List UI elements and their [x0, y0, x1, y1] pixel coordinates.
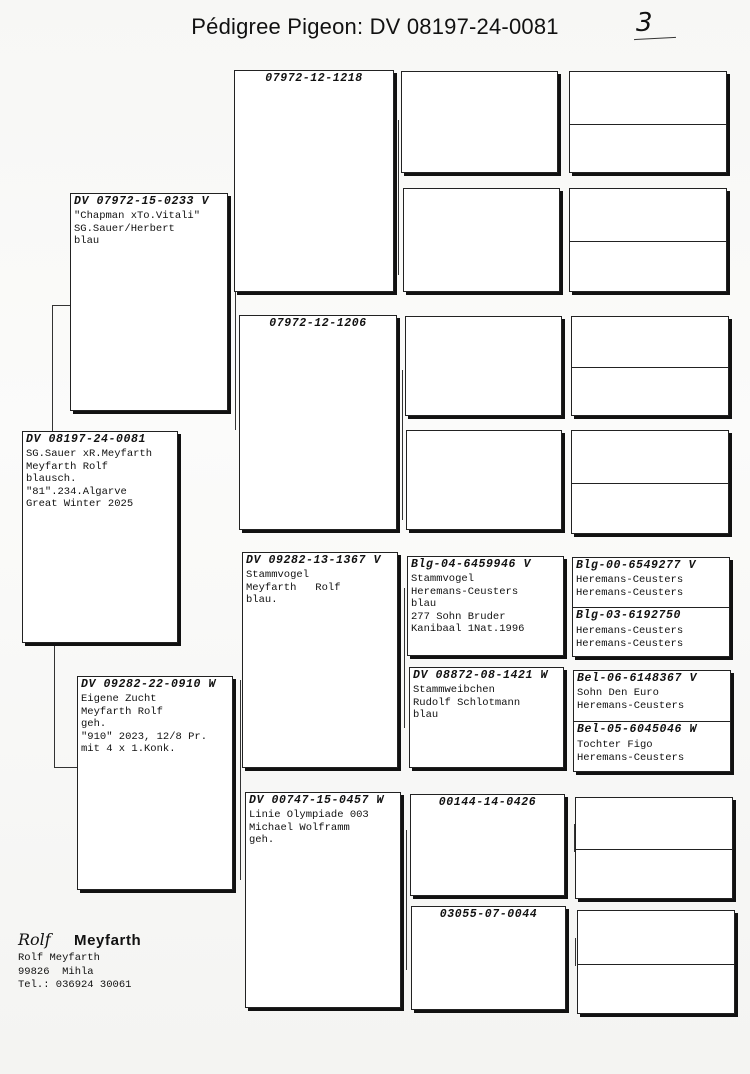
pedigree-gen4-empty [405, 316, 562, 416]
ring-number: DV 07972-15-0233 V [74, 195, 210, 208]
pedigree-mother [77, 676, 233, 890]
pedigree-gen5-empty-pair [575, 797, 733, 899]
bird-details: Linie Olympiade 003 Michael Wolframm geh. [249, 809, 369, 847]
pair-divider [570, 124, 726, 125]
connector-line [404, 588, 405, 728]
ring-number: DV 00747-15-0457 W [249, 794, 385, 807]
ring-number: 00144-14-0426 [438, 796, 537, 809]
pair-divider [572, 367, 728, 368]
pedigree-gen5-empty-pair [571, 316, 729, 416]
bird-details: Sohn Den Euro Heremans-Ceusters [577, 687, 685, 712]
ring-number: Bel-05-6045046 W [577, 723, 698, 736]
page-title: Pédigree Pigeon: DV 08197-24-0081 [191, 14, 559, 39]
pair-divider [576, 849, 732, 850]
pedigree-gen5-pair [572, 557, 730, 657]
pedigree-mff-father [573, 558, 729, 608]
ring-number: DV 08197-24-0081 [26, 433, 147, 446]
bird-details: Tochter Figo Heremans-Ceusters [577, 739, 685, 764]
ring-number: DV 08872-08-1421 W [413, 669, 549, 682]
pedigree-gen5-empty-pair [569, 188, 727, 292]
bird-details: Stammvogel Heremans-Ceusters blau 277 Sohn Bruder Kanibaal 1Nat.1996 [411, 573, 525, 636]
pedigree-mother-father [242, 552, 398, 768]
pedigree-gen5-empty-pair [571, 430, 729, 534]
pedigree-gen5-pair [573, 670, 731, 772]
pair-divider [570, 241, 726, 242]
connector-line [575, 938, 576, 966]
pedigree-gen4-empty [406, 430, 562, 530]
owner-address: Rolf Meyfarth 99826 Mihla Tel.: 036924 30061 [18, 952, 132, 991]
connector-line [54, 645, 55, 767]
pedigree-father [70, 193, 228, 411]
pedigree-mother-mother-mother [411, 906, 566, 1010]
connector-line [402, 370, 403, 520]
pedigree-gen4-empty [401, 71, 558, 173]
pedigree-gen4-empty [403, 188, 560, 292]
ring-number: DV 09282-22-0910 W [81, 678, 217, 691]
bird-details: Heremans-Ceusters Heremans-Ceusters [576, 625, 684, 650]
pair-divider [572, 483, 728, 484]
pedigree-mfm-mother [574, 722, 730, 772]
ring-number: DV 09282-13-1367 V [246, 554, 382, 567]
bird-details: SG.Sauer xR.Meyfarth Meyfarth Rolf blausch. "81".234.Algarve Great Winter 2025 [26, 448, 153, 511]
pedigree-father-father [234, 70, 394, 292]
ring-number: 07972-12-1218 [265, 72, 363, 85]
pair-divider [578, 964, 734, 965]
pedigree-main-bird [22, 431, 178, 643]
page-number: 3 [636, 8, 653, 38]
connector-line [398, 120, 399, 275]
owner-stamp [18, 930, 141, 950]
bird-details: Stammweibchen Rudolf Schlotmann blau [413, 684, 521, 722]
connector-line [54, 767, 78, 768]
owner-signature: Rolf [18, 930, 51, 949]
ring-number: Blg-04-6459946 V [411, 558, 532, 571]
pedigree-mother-father-mother [409, 667, 564, 768]
bird-details: Stammvogel Meyfarth Rolf blau. [246, 569, 341, 607]
pedigree-mother-mother-father [410, 794, 565, 896]
connector-line [52, 305, 72, 306]
pedigree-father-mother [239, 315, 397, 530]
connector-line [240, 680, 241, 880]
connector-line [406, 830, 407, 970]
pedigree-mff-mother [573, 608, 729, 657]
connector-line [52, 305, 53, 433]
ring-number: 03055-07-0044 [439, 908, 538, 921]
pedigree-mfm-father [574, 671, 730, 722]
bird-details: "Chapman xTo.Vitali" SG.Sauer/Herbert blau [74, 210, 201, 248]
pedigree-gen5-empty-pair [577, 910, 735, 1014]
ring-number: Blg-03-6192750 [576, 609, 682, 622]
ring-number: 07972-12-1206 [269, 317, 367, 330]
pedigree-mother-mother [245, 792, 401, 1008]
ring-number: Bel-06-6148367 V [577, 672, 698, 685]
bird-details: Eigene Zucht Meyfarth Rolf geh. "910" 2023, 12/8 Pr. mit 4 x 1.Konk. [81, 693, 208, 756]
pedigree-gen5-empty-pair [569, 71, 727, 173]
owner-name: Meyfarth [74, 932, 142, 949]
bird-details: Heremans-Ceusters Heremans-Ceusters [576, 574, 684, 599]
ring-number: Blg-00-6549277 V [576, 559, 697, 572]
pedigree-mother-father-father [407, 556, 564, 656]
